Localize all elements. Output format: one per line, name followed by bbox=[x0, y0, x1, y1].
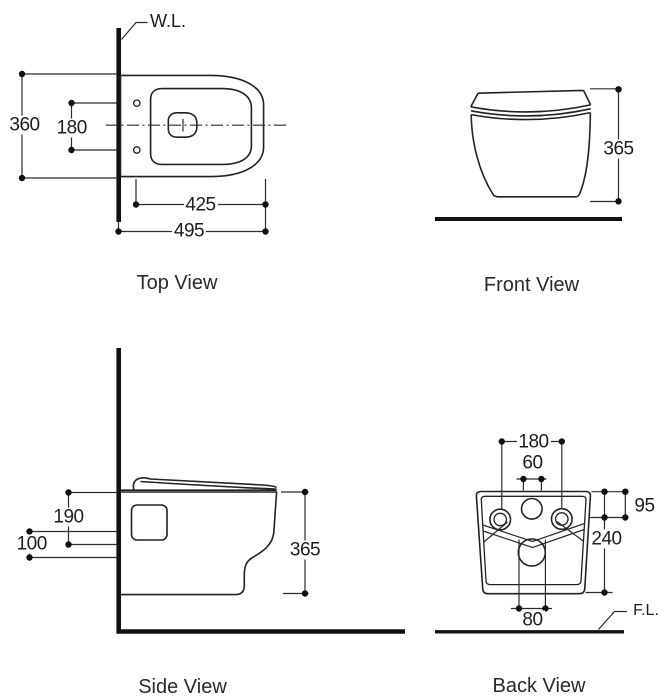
seat-bolt-hole-top-2 bbox=[134, 147, 140, 153]
dim-label-inlet-width-60: 60 bbox=[522, 452, 543, 474]
dim-label-front-height-365: 365 bbox=[603, 138, 634, 160]
toilet-body-outline-top bbox=[121, 75, 264, 176]
dim-label-overall-depth-495: 495 bbox=[173, 220, 205, 242]
side-view-label: Side View bbox=[138, 676, 227, 698]
waste-outlet-hole-back bbox=[518, 539, 545, 566]
fixing-hole-right-outer bbox=[552, 509, 573, 530]
wall-line-label: W.L. bbox=[149, 11, 187, 31]
fixing-hole-left-outer bbox=[490, 509, 511, 530]
seat-bolt-hole-top-1 bbox=[134, 100, 140, 106]
toilet-body-outline-back bbox=[476, 492, 590, 594]
seat-rim-outline-top bbox=[151, 89, 252, 165]
dim-label-top-to-bolt-95: 95 bbox=[634, 495, 655, 517]
seat-ring-line-1 bbox=[471, 105, 591, 112]
water-inlet-hole-back bbox=[522, 499, 543, 520]
front-view-group bbox=[435, 86, 622, 219]
dim-label-back-bolt-spacing-180: 180 bbox=[518, 431, 549, 452]
back-view-label: Back View bbox=[492, 675, 586, 697]
top-view-label: Top View bbox=[136, 272, 218, 294]
toilet-body-outline-front bbox=[471, 113, 590, 197]
lid-outline-front bbox=[471, 90, 591, 106]
dim-label-overall-width-360: 360 bbox=[9, 114, 40, 136]
dim-label-top-to-inlet-190: 190 bbox=[53, 506, 84, 527]
fixing-hole-left-inner bbox=[494, 513, 506, 525]
toilet-body-outline-side bbox=[121, 492, 277, 595]
side-view-group bbox=[26, 348, 405, 634]
fixing-hole-right-inner bbox=[556, 513, 568, 525]
front-view-label: Front View bbox=[483, 274, 580, 296]
side-access-panel bbox=[132, 505, 168, 540]
dim-label-outlet-width-80: 80 bbox=[522, 609, 543, 631]
dim-label-side-height-365: 365 bbox=[289, 539, 321, 560]
dim-label-body-height-240: 240 bbox=[591, 528, 622, 550]
dim-label-inlet-spacing-100: 100 bbox=[16, 533, 47, 554]
dim-label-seat-length-425: 425 bbox=[185, 194, 216, 215]
floor-line-label: F.L. bbox=[633, 602, 659, 619]
dim-label-bolt-spacing-180: 180 bbox=[56, 117, 87, 139]
floor-label-leader-line bbox=[599, 612, 628, 630]
wall-label-leader-line bbox=[122, 23, 148, 40]
